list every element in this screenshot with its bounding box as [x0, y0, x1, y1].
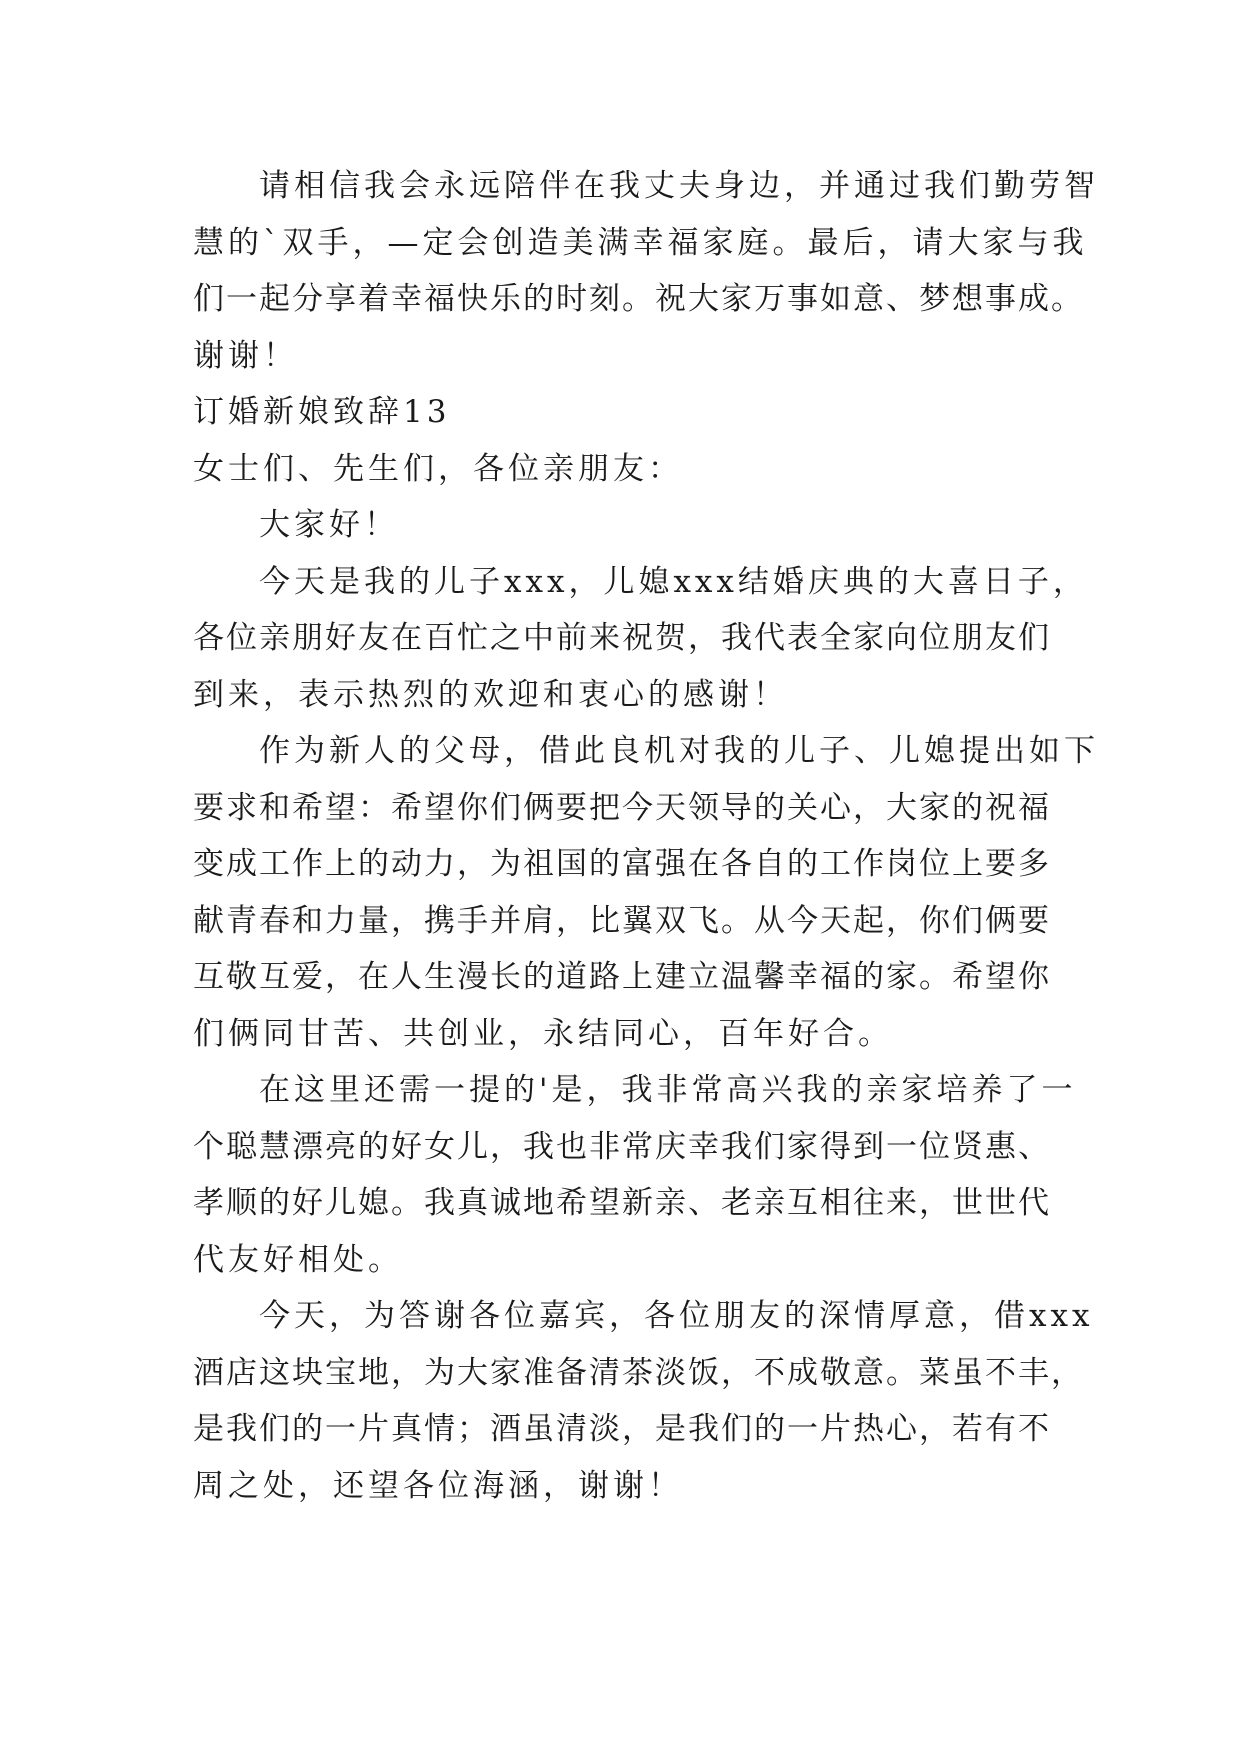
paragraph-line: 到来，表示热烈的欢迎和衷心的感谢！ [193, 676, 788, 713]
paragraph-line: 各位亲朋好友在百忙之中前来祝贺，我代表全家向位朋友们 [193, 620, 1051, 656]
paragraph-line: 代友好相处。 [193, 1241, 403, 1278]
paragraph-line: 今天是我的儿子xxx，儿媳xxx结婚庆典的大喜日子， [259, 563, 1088, 600]
greeting-line: 大家好！ [259, 507, 399, 543]
paragraph-line: 们一起分享着幸福快乐的时刻。祝大家万事如意、梦想事成。 [193, 281, 1084, 317]
paragraph-line: 谢谢！ [193, 337, 298, 374]
paragraph-line: 变成工作上的动力，为祖国的富强在各自的工作岗位上要多 [193, 846, 1051, 882]
paragraph-line: 作为新人的父母，借此良机对我的儿子、儿媳提出如下 [259, 733, 1099, 769]
paragraph-line: 慧的`双手，—定会创造美满幸福家庭。最后，请大家与我 [193, 224, 1088, 261]
paragraph-line: 要求和希望：希望你们俩要把今天领导的关心，大家的祝福 [193, 789, 1051, 826]
paragraph-line: 个聪慧漂亮的好女儿，我也非常庆幸我们家得到一位贤惠、 [193, 1128, 1051, 1165]
paragraph-line: 孝顺的好儿媳。我真诚地希望新亲、老亲互相往来，世世代 [193, 1185, 1051, 1221]
paragraph-line: 是我们的一片真情；酒虽清淡，是我们的一片热心，若有不 [193, 1411, 1051, 1447]
paragraph-line: 今天，为答谢各位嘉宾，各位朋友的深情厚意，借xxx [259, 1298, 1094, 1334]
paragraph-line: 周之处，还望各位海涵，谢谢！ [193, 1467, 683, 1504]
paragraph-line: 们俩同甘苦、共创业，永结同心，百年好合。 [193, 1015, 893, 1052]
paragraph-line: 互敬互爱，在人生漫长的道路上建立温馨幸福的家。希望你 [193, 959, 1051, 995]
section-heading: 订婚新娘致辞13 [193, 394, 451, 430]
paragraph-line: 在这里还需一提的'是，我非常高兴我的亲家培养了一 [259, 1072, 1077, 1108]
document-body [193, 158, 1099, 1514]
paragraph-line: 请相信我会永远陪伴在我丈夫身边，并通过我们勤劳智 [259, 168, 1099, 204]
paragraph-line: 酒店这块宝地，为大家准备清茶淡饭，不成敬意。菜虽不丰， [193, 1354, 1084, 1391]
paragraph-line: 献青春和力量，携手并肩，比翼双飞。从今天起，你们俩要 [193, 902, 1051, 939]
salutation-line: 女士们、先生们，各位亲朋友： [193, 450, 683, 487]
